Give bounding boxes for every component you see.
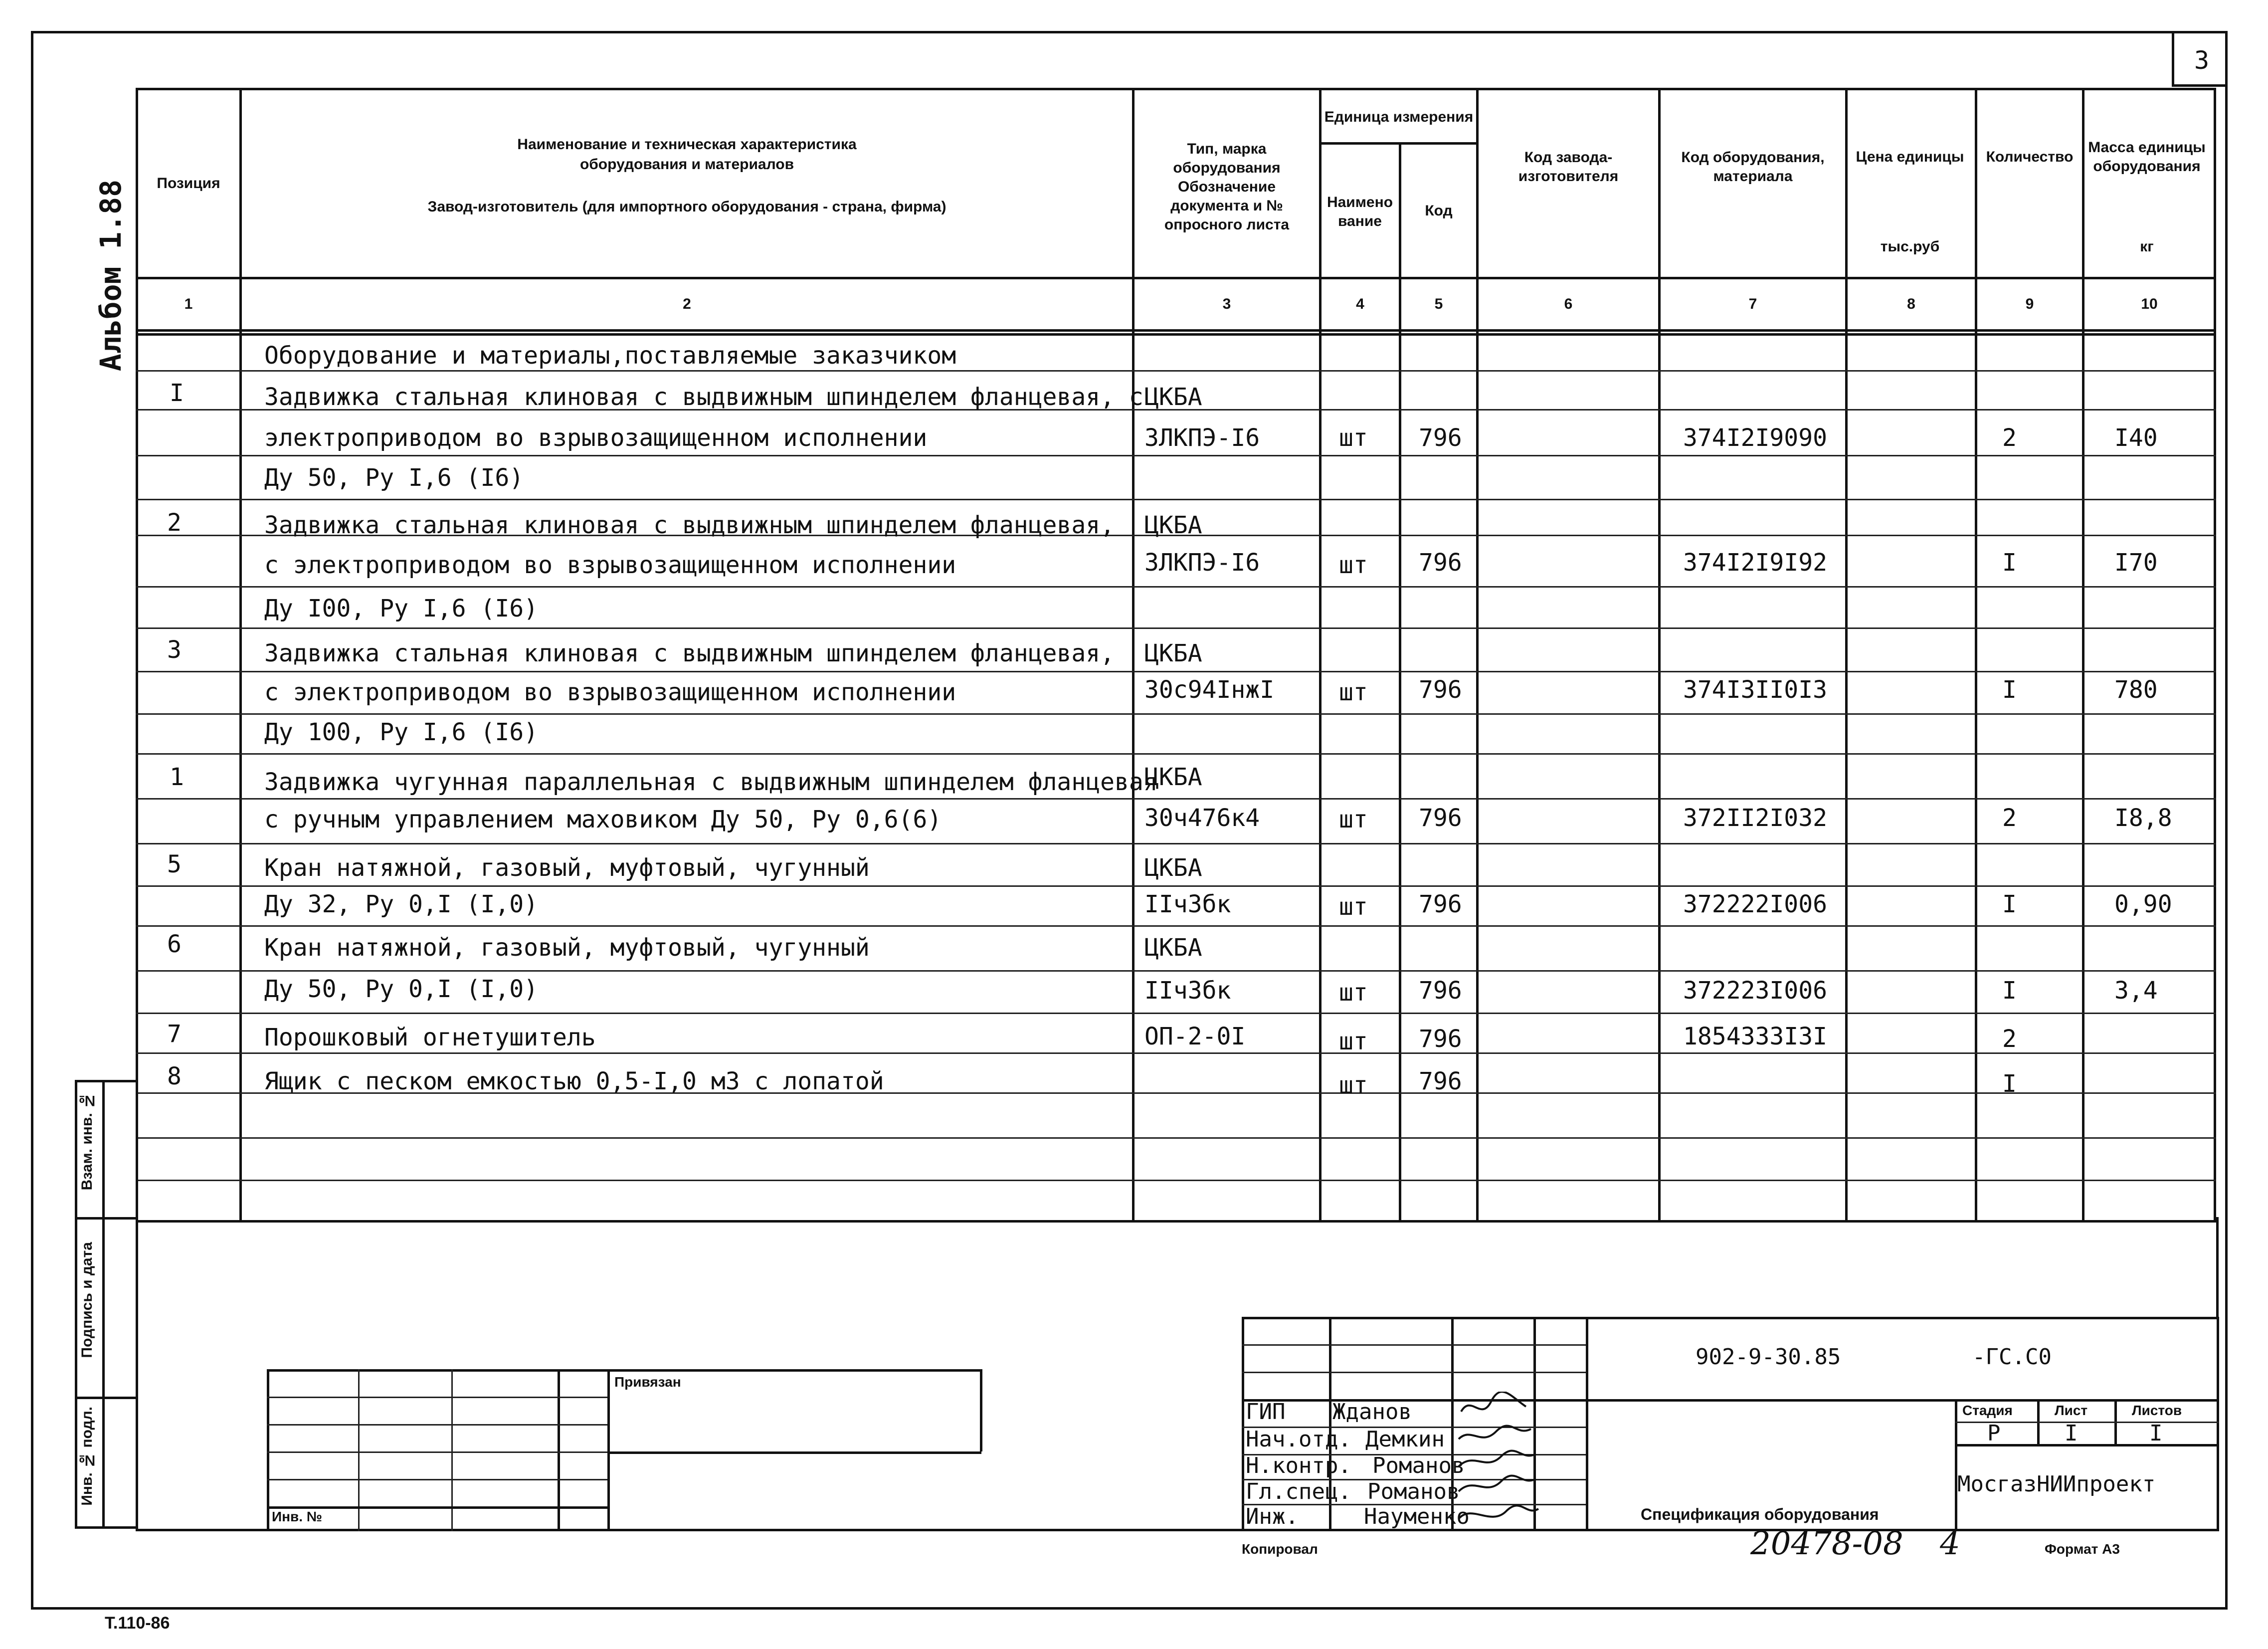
row14-type: ЦКБА xyxy=(1144,934,1202,962)
row2-unit: шт xyxy=(1339,424,1368,452)
kopiroval-label: Копировал xyxy=(1242,1541,1318,1557)
row1-pos: I xyxy=(170,379,184,407)
row8-code: 796 xyxy=(1419,676,1462,704)
row11-equip-code: 372II2I032 xyxy=(1683,804,1827,832)
row8-name: с электроприводом во взрывозащищенном исполнении xyxy=(264,678,956,706)
row5-unit: шт xyxy=(1339,551,1368,579)
sig-role-4: Гл.спец. xyxy=(1246,1479,1351,1504)
row4-name: Задвижка стальная клиновая с выдвижным шпинделем фланцевая, xyxy=(264,511,1115,539)
row11-qty: 2 xyxy=(2002,804,2017,832)
row10-name: Задвижка чугунная параллельная с выдвижным шпинделем фланцевая xyxy=(264,768,1158,796)
stamp-vzam: Взам. инв. № xyxy=(79,1092,95,1191)
row16-qty: 2 xyxy=(2002,1025,2017,1053)
row16-unit: шт xyxy=(1339,1028,1368,1055)
sig-role-5: Инж. xyxy=(1246,1504,1299,1529)
header-unit-group: Единица измерения xyxy=(1324,109,1474,125)
colnum-1: 1 xyxy=(184,296,193,312)
header-mass: Масса единицы оборудования xyxy=(2088,139,2206,175)
header-price: Цена единицы xyxy=(1856,149,1964,165)
sig-role-2: Нач.отд. xyxy=(1246,1427,1351,1452)
form-code: Т.110-86 xyxy=(105,1614,170,1633)
colnum-7: 7 xyxy=(1748,296,1757,312)
row17-name: Ящик с песком емкостью 0,5-I,0 м3 с лопатой xyxy=(264,1067,884,1095)
row12-name: Кран натяжной, газовый, муфтовый, чугунный xyxy=(264,854,870,882)
inv-no-label: Инв. № xyxy=(272,1509,323,1524)
header-name-line3: Завод-изготовитель (для импортного оборудования - страна, фирма) xyxy=(427,199,946,215)
row9-name: Ду 100, Ру I,6 (I6) xyxy=(264,718,539,746)
format-label: Формат А3 xyxy=(2045,1541,2120,1557)
header-mass-unit: кг xyxy=(2140,238,2154,255)
row15-unit: шт xyxy=(1339,979,1368,1007)
row2-mass: I40 xyxy=(2114,424,2158,452)
handwritten-number: 20478-08 xyxy=(1750,1525,1903,1562)
row2-equip-code: 374I2I9090 xyxy=(1683,424,1827,452)
header-name-line1: Наименование и техническая характеристика xyxy=(517,136,857,153)
row17-qty: I xyxy=(2002,1070,2017,1098)
row16-equip-code: 1854333I3I xyxy=(1683,1023,1827,1050)
row17-code: 796 xyxy=(1419,1067,1462,1095)
row16-pos: 7 xyxy=(167,1020,182,1048)
row12-type: ЦКБА xyxy=(1144,854,1202,882)
sheets-value: I xyxy=(2149,1421,2163,1446)
doc-suffix: -ГС.С0 xyxy=(1972,1344,2052,1370)
row7-type: ЦКБА xyxy=(1144,639,1202,667)
row4-pos: 2 xyxy=(167,509,182,537)
row13-equip-code: 372222I006 xyxy=(1683,890,1827,918)
row7-name: Задвижка стальная клиновая с выдвижным шпинделем фланцевая, xyxy=(264,639,1115,667)
row8-unit: шт xyxy=(1339,678,1368,706)
row11-type: 30ч476к4 xyxy=(1144,804,1260,832)
row5-qty: I xyxy=(2002,549,2017,577)
sig-name-2: Демкин xyxy=(1365,1427,1445,1452)
sheet-value: I xyxy=(2065,1421,2078,1446)
colnum-8: 8 xyxy=(1907,296,1915,312)
colnum-9: 9 xyxy=(2025,296,2034,312)
sig-name-5: Науменко xyxy=(1364,1504,1470,1529)
sig-role-3: Н.контр. xyxy=(1246,1453,1351,1478)
row6-name: Ду I00, Ру I,6 (I6) xyxy=(264,595,539,622)
signature-scribbles xyxy=(1451,1392,1546,1536)
header-unit-code: Код xyxy=(1425,202,1453,219)
row15-type: IIч3бк xyxy=(1144,977,1231,1005)
header-unit-name: Наименование xyxy=(1326,194,1393,229)
header-type: Тип, марка оборудования Обозначение документа и № опросного листа xyxy=(1164,141,1290,233)
row5-mass: I70 xyxy=(2114,549,2158,577)
row5-name: с электроприводом во взрывозащищенном исполнении xyxy=(264,551,956,579)
privyazan-label: Привязан xyxy=(614,1374,681,1390)
row13-unit: шт xyxy=(1339,893,1368,921)
sig-name-4: Романов xyxy=(1367,1479,1460,1504)
row8-qty: I xyxy=(2002,676,2017,704)
row5-equip-code: 374I2I9I92 xyxy=(1683,549,1827,577)
row16-code: 796 xyxy=(1419,1025,1462,1053)
sheets-label: Листов xyxy=(2132,1403,2182,1418)
handwritten-sheet: 4 xyxy=(1940,1525,1960,1562)
row11-mass: I8,8 xyxy=(2114,804,2172,832)
stamp-podpis: Подпись и дата xyxy=(79,1242,95,1358)
row15-equip-code: 372223I006 xyxy=(1683,977,1827,1005)
header-quantity: Количество xyxy=(1986,149,2074,165)
colnum-6: 6 xyxy=(1564,296,1573,312)
colnum-3: 3 xyxy=(1222,296,1231,312)
row2-qty: 2 xyxy=(2002,424,2017,452)
sig-name-1: Жданов xyxy=(1332,1399,1412,1425)
row17-unit: шт xyxy=(1339,1071,1368,1099)
row15-qty: I xyxy=(2002,977,2017,1005)
colnum-10: 10 xyxy=(2141,296,2158,312)
row8-mass: 780 xyxy=(2114,676,2158,704)
row8-equip-code: 374I3II0I3 xyxy=(1683,676,1827,704)
colnum-5: 5 xyxy=(1434,296,1443,312)
header-name-line2: оборудования и материалов xyxy=(579,156,794,173)
row16-name: Порошковый огнетушитель xyxy=(264,1024,596,1051)
row1-type: ЦКБА xyxy=(1144,383,1202,411)
doc-code: 902-9-30.85 xyxy=(1696,1344,1841,1370)
row13-code: 796 xyxy=(1419,890,1462,918)
stamp-inv: Инв. № подл. xyxy=(79,1407,95,1506)
sig-name-3: Романов xyxy=(1372,1453,1465,1478)
row4-type: ЦКБА xyxy=(1144,511,1202,539)
header-equipment-code: Код оборудования, материала xyxy=(1681,149,1825,185)
row11-unit: шт xyxy=(1339,806,1368,833)
row2-code: 796 xyxy=(1419,424,1462,452)
album-label: Альбом 1.88 xyxy=(94,180,128,372)
row15-mass: 3,4 xyxy=(2114,977,2158,1005)
row14-pos: 6 xyxy=(167,930,182,958)
row13-type: IIч3бк xyxy=(1144,890,1231,918)
row11-code: 796 xyxy=(1419,804,1462,832)
row2-name: электроприводом во взрывозащищенном исполнении xyxy=(264,424,928,452)
row15-name: Ду 50, Ру 0,I (I,0) xyxy=(264,975,539,1003)
row15-code: 796 xyxy=(1419,977,1462,1005)
row1-name: Задвижка стальная клиновая с выдвижным шпинделем фланцевая, с xyxy=(264,383,1143,411)
row3-name: Ду 50, Ру I,6 (I6) xyxy=(264,464,524,492)
sig-role-1: ГИП xyxy=(1246,1399,1286,1425)
row8-type: 30с94IнжI xyxy=(1144,676,1275,704)
row13-mass: 0,90 xyxy=(2114,890,2172,918)
header-factory-code: Код завода-изготовителя xyxy=(1518,149,1619,185)
row16-type: ОП-2-0I xyxy=(1144,1023,1246,1050)
header-price-unit: тыс.руб xyxy=(1880,238,1940,255)
row10-type: ЦКБА xyxy=(1144,763,1202,791)
row5-code: 796 xyxy=(1419,549,1462,577)
row5-type: ЗЛКПЭ-I6 xyxy=(1144,549,1260,577)
corner-sheet-number: 3 xyxy=(2194,46,2210,75)
row12-pos: 5 xyxy=(167,850,182,878)
row17-pos: 8 xyxy=(167,1062,182,1090)
org-name: МосгазНИИпроект xyxy=(1957,1471,2156,1497)
header-position: Позиция xyxy=(157,175,220,192)
sheet-label: Лист xyxy=(2055,1403,2088,1418)
row7-pos: 3 xyxy=(167,636,182,664)
doc-title: Спецификация оборудования xyxy=(1641,1505,1879,1523)
row2-type: ЗЛКПЭ-I6 xyxy=(1144,424,1260,452)
row10-pos: 1 xyxy=(170,763,184,791)
row11-name: с ручным управлением маховиком Ду 50, Ру 0,6(6) xyxy=(264,806,942,833)
colnum-4: 4 xyxy=(1356,296,1364,312)
row14-name: Кран натяжной, газовый, муфтовый, чугунный xyxy=(264,934,870,962)
section-title: Оборудование и материалы,поставляемые заказчиком xyxy=(264,342,956,370)
stage-value: Р xyxy=(1987,1421,2001,1446)
colnum-2: 2 xyxy=(683,296,691,312)
row13-name: Ду 32, Ру 0,I (I,0) xyxy=(264,890,539,918)
row13-qty: I xyxy=(2002,890,2017,918)
stage-label: Стадия xyxy=(1962,1403,2013,1418)
